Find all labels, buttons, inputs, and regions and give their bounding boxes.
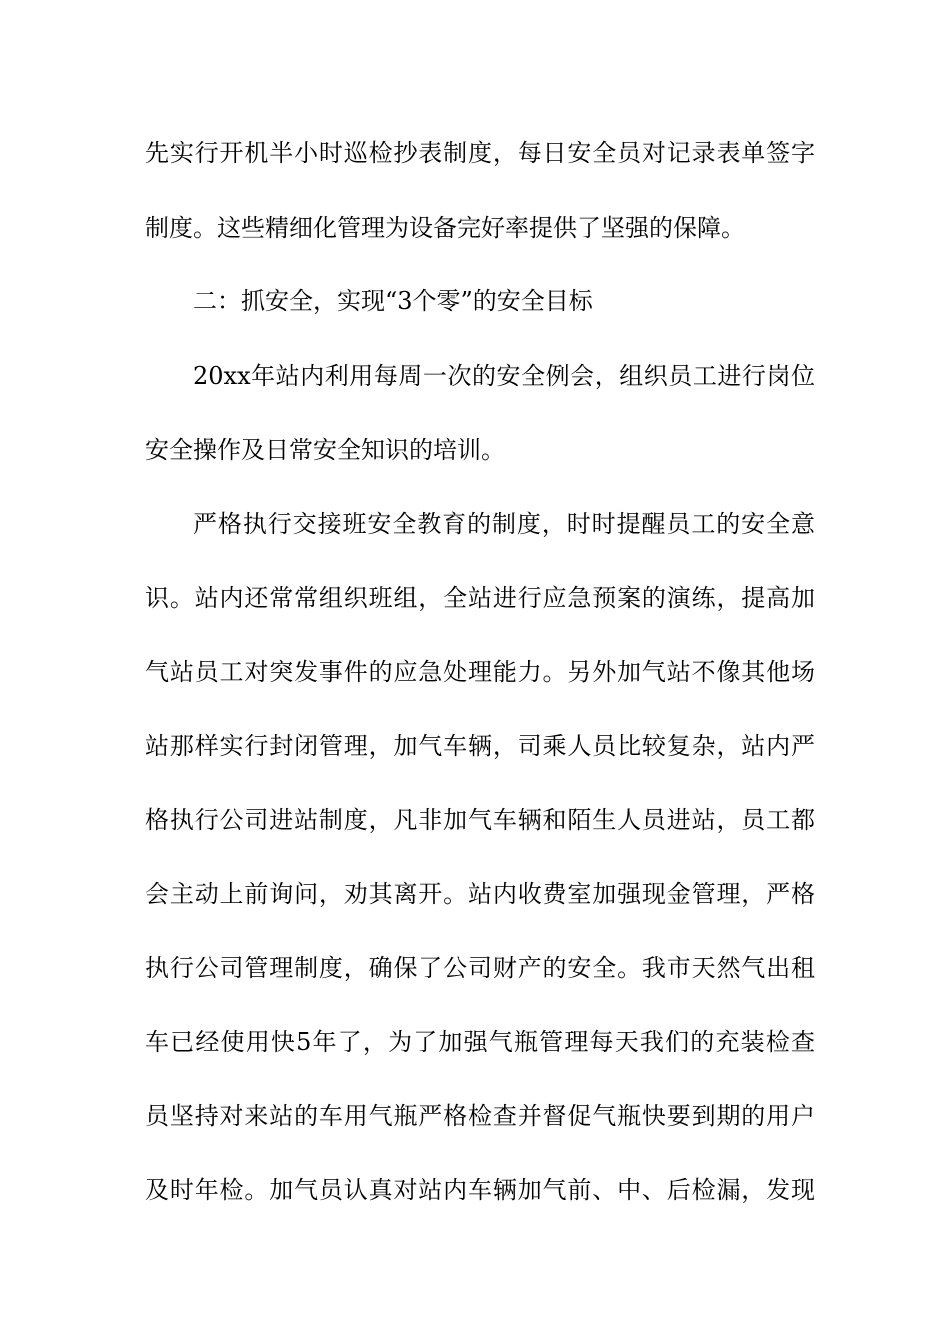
paragraph-line: 严格执行交接班安全教育的制度，时时提醒员工的安全意 [193,510,815,538]
paragraph-line: 先实行开机半小时巡检抄表制度，每日安全员对记录表单签字 [145,139,815,167]
paragraph-line: 气站员工对突发事件的应急处理能力。另外加气站不像其他场 [145,658,815,686]
paragraph-line: 站那样实行封闭管理，加气车辆，司乘人员比较复杂，站内严 [145,732,815,760]
paragraph-line: 安全操作及日常安全知识的培训。 [145,436,505,464]
paragraph-line: 车已经使用快5年了，为了加强气瓶管理每天我们的充装检查 [145,1028,815,1056]
paragraph-line: 会主动上前询问，劝其离开。站内收费室加强现金管理，严格 [145,880,815,908]
paragraph-line: 执行公司管理制度，确保了公司财产的安全。我市天然气出租 [145,954,815,982]
paragraph-line: 制度。这些精细化管理为设备完好率提供了坚强的保障。 [145,214,745,242]
paragraph-line: 格执行公司进站制度，凡非加气车辆和陌生人员进站，员工都 [145,806,815,834]
paragraph-line: 20xx年站内利用每周一次的安全例会，组织员工进行岗位 [193,362,815,390]
paragraph-line: 员坚持对来站的车用气瓶严格检查并督促气瓶快要到期的用户 [145,1102,815,1130]
paragraph-line: 识。站内还常常组织班组，全站进行应急预案的演练，提高加 [145,584,815,612]
section-heading: 二：抓安全，实现“3个零”的安全目标 [193,287,593,315]
paragraph-line: 及时年检。加气员认真对站内车辆加气前、中、后检漏，发现 [145,1176,815,1204]
